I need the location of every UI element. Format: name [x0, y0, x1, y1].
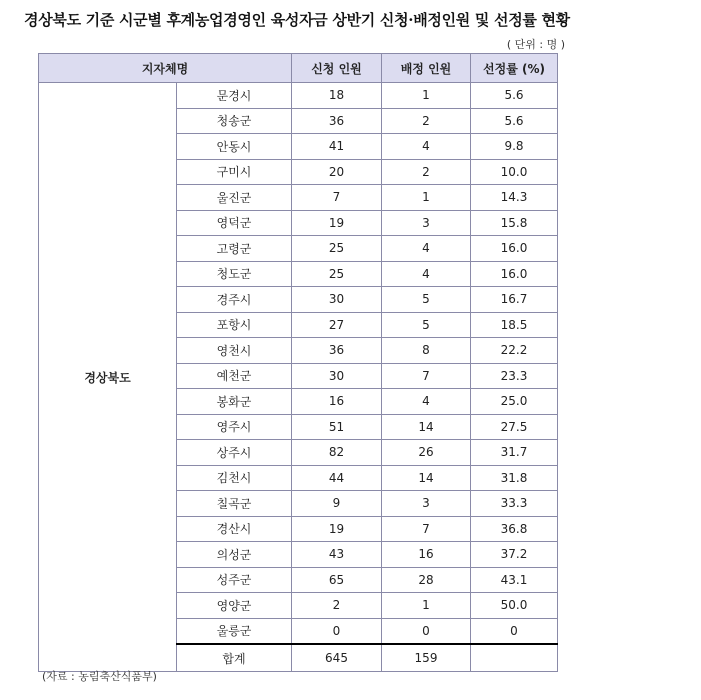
city-name-cell: 울릉군	[177, 618, 292, 644]
rate-cell: 36.8	[471, 516, 558, 542]
rate-cell: 16.7	[471, 287, 558, 313]
rate-cell: 31.8	[471, 465, 558, 491]
source-note: (자료 : 농림축산식품부)	[42, 670, 157, 683]
city-name-cell: 안동시	[177, 134, 292, 160]
applicants-cell: 36	[292, 108, 382, 134]
rate-cell: 14.3	[471, 185, 558, 211]
rate-cell: 16.0	[471, 261, 558, 287]
allocated-cell: 7	[382, 363, 471, 389]
applicants-cell: 19	[292, 516, 382, 542]
document-title: 경상북도 기준 시군별 후계농업경영인 육성자금 상반기 신청·배정인원 및 선정률 현황	[24, 11, 570, 29]
rate-cell: 27.5	[471, 414, 558, 440]
allocated-cell: 5	[382, 287, 471, 313]
applicants-cell: 41	[292, 134, 382, 160]
header-rate: 선정률 (%)	[471, 54, 558, 83]
allocated-cell: 14	[382, 465, 471, 491]
applicants-cell: 20	[292, 159, 382, 185]
allocated-cell: 8	[382, 338, 471, 364]
applicants-cell: 18	[292, 83, 382, 109]
applicants-cell: 7	[292, 185, 382, 211]
rate-cell: 9.8	[471, 134, 558, 160]
unit-note: ( 단위 : 명 )	[506, 38, 565, 51]
total-rate-cell	[471, 644, 558, 672]
allocated-cell: 1	[382, 593, 471, 619]
applicants-cell: 30	[292, 363, 382, 389]
applicants-cell: 30	[292, 287, 382, 313]
city-name-cell: 고령군	[177, 236, 292, 262]
allocated-cell: 4	[382, 261, 471, 287]
city-name-cell: 청도군	[177, 261, 292, 287]
city-name-cell: 칠곡군	[177, 491, 292, 517]
allocated-cell: 4	[382, 236, 471, 262]
total-label-cell: 합계	[177, 644, 292, 672]
rate-cell: 33.3	[471, 491, 558, 517]
city-name-cell: 청송군	[177, 108, 292, 134]
rate-cell: 18.5	[471, 312, 558, 338]
allocated-cell: 4	[382, 134, 471, 160]
city-name-cell: 구미시	[177, 159, 292, 185]
header-region: 지자체명	[39, 54, 292, 83]
allocated-cell: 3	[382, 491, 471, 517]
applicants-cell: 36	[292, 338, 382, 364]
city-name-cell: 김천시	[177, 465, 292, 491]
applicants-cell: 25	[292, 236, 382, 262]
allocated-cell: 2	[382, 159, 471, 185]
allocated-cell: 26	[382, 440, 471, 466]
applicants-cell: 25	[292, 261, 382, 287]
allocated-cell: 2	[382, 108, 471, 134]
rate-cell: 0	[471, 618, 558, 644]
city-name-cell: 울진군	[177, 185, 292, 211]
allocated-cell: 28	[382, 567, 471, 593]
rate-cell: 23.3	[471, 363, 558, 389]
applicants-cell: 0	[292, 618, 382, 644]
applicants-cell: 82	[292, 440, 382, 466]
allocated-cell: 14	[382, 414, 471, 440]
allocated-cell: 16	[382, 542, 471, 568]
city-name-cell: 예천군	[177, 363, 292, 389]
city-name-cell: 봉화군	[177, 389, 292, 415]
table-row	[39, 83, 558, 109]
header-allocated: 배정 인원	[382, 54, 471, 83]
city-name-cell: 의성군	[177, 542, 292, 568]
applicants-cell: 2	[292, 593, 382, 619]
city-name-cell: 포항시	[177, 312, 292, 338]
applicants-cell: 9	[292, 491, 382, 517]
city-name-cell: 영덕군	[177, 210, 292, 236]
table-body	[39, 83, 558, 672]
applicants-cell: 16	[292, 389, 382, 415]
rate-cell: 31.7	[471, 440, 558, 466]
allocated-cell: 4	[382, 389, 471, 415]
rate-cell: 15.8	[471, 210, 558, 236]
rate-cell: 5.6	[471, 108, 558, 134]
applicants-cell: 65	[292, 567, 382, 593]
city-name-cell: 성주군	[177, 567, 292, 593]
total-allocated-cell: 159	[382, 644, 471, 672]
applicants-cell: 44	[292, 465, 382, 491]
allocated-cell: 0	[382, 618, 471, 644]
applicants-cell: 19	[292, 210, 382, 236]
allocated-cell: 3	[382, 210, 471, 236]
total-applicants-cell: 645	[292, 644, 382, 672]
province-cell: 경상북도	[39, 83, 177, 672]
rate-cell: 25.0	[471, 389, 558, 415]
rate-cell: 10.0	[471, 159, 558, 185]
allocated-cell: 7	[382, 516, 471, 542]
applicants-cell: 43	[292, 542, 382, 568]
selection-rate-table	[38, 53, 558, 672]
allocated-cell: 1	[382, 185, 471, 211]
allocated-cell: 1	[382, 83, 471, 109]
applicants-cell: 51	[292, 414, 382, 440]
allocated-cell: 5	[382, 312, 471, 338]
city-name-cell: 영천시	[177, 338, 292, 364]
city-name-cell: 경주시	[177, 287, 292, 313]
city-name-cell: 경산시	[177, 516, 292, 542]
city-name-cell: 상주시	[177, 440, 292, 466]
table-header-row	[39, 54, 558, 83]
rate-cell: 50.0	[471, 593, 558, 619]
applicants-cell: 27	[292, 312, 382, 338]
rate-cell: 37.2	[471, 542, 558, 568]
rate-cell: 5.6	[471, 83, 558, 109]
rate-cell: 22.2	[471, 338, 558, 364]
header-applicants: 신청 인원	[292, 54, 382, 83]
rate-cell: 16.0	[471, 236, 558, 262]
rate-cell: 43.1	[471, 567, 558, 593]
city-name-cell: 영주시	[177, 414, 292, 440]
city-name-cell: 문경시	[177, 83, 292, 109]
city-name-cell: 영양군	[177, 593, 292, 619]
